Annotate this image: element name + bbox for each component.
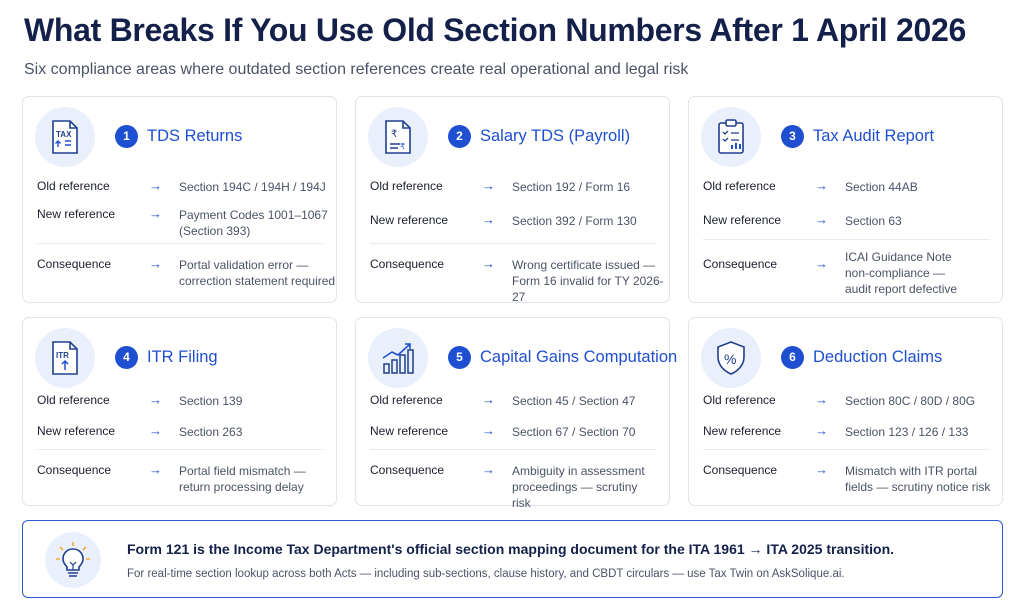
card-title: Deduction Claims bbox=[813, 348, 943, 366]
arrow-right-icon: → bbox=[482, 178, 495, 193]
card-number: 2 bbox=[448, 125, 471, 148]
card-tds-returns bbox=[22, 96, 337, 303]
arrow-right-icon: → bbox=[482, 392, 495, 407]
new-reference-label: New reference bbox=[37, 207, 116, 221]
old-reference-label: Old reference bbox=[37, 393, 110, 407]
callout-headline: Form 121 is the Income Tax Department's official section mapping document for the ITA 1961 → ITA 2025 transition. bbox=[127, 541, 895, 557]
clipboard-checklist-icon bbox=[701, 107, 761, 167]
svg-text:ITR: ITR bbox=[56, 351, 69, 360]
consequence-label: Consequence bbox=[37, 463, 112, 477]
svg-text:₹: ₹ bbox=[400, 142, 406, 151]
arrow-right-icon: → bbox=[815, 212, 828, 227]
arrow-right-icon: → bbox=[482, 256, 495, 271]
card-tax-audit bbox=[688, 96, 1003, 303]
arrow-right-icon: → bbox=[149, 178, 162, 193]
consequence-label: Consequence bbox=[370, 257, 445, 271]
new-reference-value: Section 63 bbox=[845, 214, 902, 228]
old-reference-value: Section 139 bbox=[179, 394, 243, 408]
arrow-right-icon: → bbox=[482, 423, 495, 438]
itr-document-icon bbox=[35, 328, 95, 388]
arrow-right-icon: → bbox=[149, 392, 162, 407]
consequence-label: Consequence bbox=[703, 257, 778, 271]
new-reference-label: New reference bbox=[370, 424, 449, 438]
growth-chart-icon bbox=[368, 328, 428, 388]
arrow-right-icon: → bbox=[815, 256, 828, 271]
page-subtitle: Six compliance areas where outdated section references create real operational and legal risk bbox=[24, 61, 689, 78]
divider bbox=[37, 449, 323, 450]
consequence-value: Ambiguity in assessment proceedings — scrutiny risk bbox=[512, 464, 645, 510]
arrow-right-icon: → bbox=[149, 206, 162, 221]
old-reference-value: Section 44AB bbox=[845, 180, 918, 194]
callout-detail: For real-time section lookup across both Acts — including sub-sections, clause history, and CBDT circulars — use Tax Twin on AskSolique.ai. bbox=[127, 568, 845, 580]
divider bbox=[370, 449, 656, 450]
old-reference-value: Section 194C / 194H / 194J bbox=[179, 180, 326, 194]
consequence-value: ICAI Guidance Note non-compliance — audit report defective bbox=[845, 250, 958, 296]
card-capital-gains bbox=[355, 317, 678, 510]
card-itr-filing bbox=[22, 317, 337, 506]
consequence-label: Consequence bbox=[703, 463, 778, 477]
old-reference-label: Old reference bbox=[370, 179, 443, 193]
card-title: Tax Audit Report bbox=[813, 127, 935, 145]
divider bbox=[703, 239, 989, 240]
svg-text:₹: ₹ bbox=[391, 129, 398, 140]
arrow-right-icon: → bbox=[815, 392, 828, 407]
card-title: Salary TDS (Payroll) bbox=[480, 127, 631, 145]
arrow-right-icon: → bbox=[815, 423, 828, 438]
card-deduction-claims bbox=[688, 317, 1003, 506]
card-number: 4 bbox=[115, 346, 138, 369]
new-reference-label: New reference bbox=[37, 424, 116, 438]
old-reference-label: Old reference bbox=[703, 179, 776, 193]
arrow-right-icon: → bbox=[149, 423, 162, 438]
cards-grid bbox=[22, 96, 1003, 510]
page-title: What Breaks If You Use Old Section Numbers After 1 April 2026 bbox=[24, 12, 966, 48]
card-salary-tds bbox=[355, 96, 670, 303]
old-reference-value: Section 192 / Form 16 bbox=[512, 180, 631, 194]
consequence-value: Mismatch with ITR portal fields — scrutiny notice risk bbox=[845, 464, 991, 494]
arrow-right-icon: → bbox=[482, 212, 495, 227]
old-reference-label: Old reference bbox=[370, 393, 443, 407]
svg-text:%: % bbox=[724, 351, 737, 367]
new-reference-label: New reference bbox=[703, 424, 782, 438]
card-title: ITR Filing bbox=[147, 348, 218, 366]
svg-text:TAX: TAX bbox=[56, 130, 72, 139]
document-tax-icon bbox=[35, 107, 95, 167]
percent-shield-icon bbox=[701, 328, 761, 388]
card-number: 3 bbox=[781, 125, 804, 148]
divider bbox=[703, 449, 989, 450]
old-reference-value: Section 45 / Section 47 bbox=[512, 394, 636, 408]
divider bbox=[37, 243, 323, 244]
new-reference-value: Section 263 bbox=[179, 425, 243, 439]
new-reference-value: Section 67 / Section 70 bbox=[512, 425, 636, 439]
info-callout bbox=[22, 520, 1003, 598]
new-reference-value: Section 123 / 126 / 133 bbox=[845, 425, 969, 439]
consequence-label: Consequence bbox=[370, 463, 445, 477]
arrow-right-icon: → bbox=[815, 178, 828, 193]
old-reference-label: Old reference bbox=[37, 179, 110, 193]
new-reference-value: Section 392 / Form 130 bbox=[512, 214, 637, 228]
new-reference-label: New reference bbox=[703, 213, 782, 227]
rupee-document-icon bbox=[368, 107, 428, 167]
arrow-right-icon: → bbox=[149, 462, 162, 477]
consequence-label: Consequence bbox=[37, 257, 112, 271]
new-reference-value: Payment Codes 1001–1067 (Section 393) bbox=[179, 208, 328, 238]
card-title: TDS Returns bbox=[147, 127, 243, 145]
card-number: 6 bbox=[781, 346, 804, 369]
card-number: 5 bbox=[448, 346, 471, 369]
card-title: Capital Gains Computation bbox=[480, 348, 678, 366]
consequence-value: Portal validation error — correction statement required bbox=[179, 258, 336, 288]
arrow-right-icon: → bbox=[815, 462, 828, 477]
arrow-right-icon: → bbox=[149, 256, 162, 271]
consequence-value: Portal field mismatch — return processing delay bbox=[179, 464, 306, 494]
consequence-value: Wrong certificate issued — Form 16 invalid for TY 2026-27 bbox=[512, 258, 664, 304]
card-number: 1 bbox=[115, 125, 138, 148]
new-reference-label: New reference bbox=[370, 213, 449, 227]
old-reference-label: Old reference bbox=[703, 393, 776, 407]
divider bbox=[370, 243, 656, 244]
old-reference-value: Section 80C / 80D / 80G bbox=[845, 394, 976, 408]
lightbulb-icon bbox=[45, 532, 101, 588]
arrow-right-icon: → bbox=[482, 462, 495, 477]
